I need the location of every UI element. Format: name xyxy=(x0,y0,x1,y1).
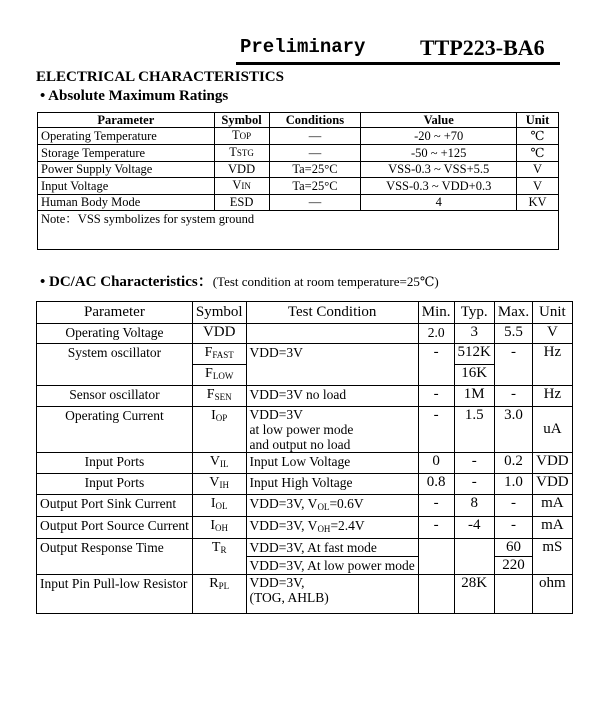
symbol-cell: VIN xyxy=(214,178,269,195)
condition-cell: VDD=3V, At low power mode xyxy=(246,557,418,575)
condition-cell: Input Low Voltage xyxy=(246,453,418,474)
condition-cell: — xyxy=(269,128,361,145)
col-header: Max. xyxy=(494,302,532,324)
table-header-row xyxy=(38,113,559,128)
max-cell xyxy=(494,575,532,614)
table-row xyxy=(37,474,573,495)
col-header: Parameter xyxy=(38,113,215,128)
unit-cell: ohm xyxy=(533,575,573,614)
condition-cell: — xyxy=(269,195,361,211)
value-cell: -50 ~ +125 xyxy=(361,145,517,162)
absolute-max-table xyxy=(37,112,559,250)
table-row xyxy=(38,128,559,145)
symbol-cell: VDD xyxy=(192,324,246,344)
table-row xyxy=(37,453,573,474)
unit-cell: V xyxy=(517,162,559,178)
typ-cell: 1M xyxy=(454,386,494,407)
max-cell: 60 xyxy=(494,539,532,557)
min-cell: 0 xyxy=(418,453,454,474)
condition-cell: Ta=25°C xyxy=(269,178,361,195)
condition-line: VDD=3V, xyxy=(249,575,305,590)
col-header: Min. xyxy=(418,302,454,324)
unit-cell: V xyxy=(533,324,573,344)
typ-cell: 16K xyxy=(454,365,494,386)
table-row xyxy=(37,386,573,407)
max-cell: - xyxy=(494,344,532,386)
unit-cell: V xyxy=(517,178,559,195)
table-row xyxy=(37,407,573,453)
table-header-row xyxy=(37,302,573,324)
condition-cell xyxy=(246,575,418,614)
col-header: Symbol xyxy=(192,302,246,324)
max-cell: 3.0 xyxy=(494,407,532,453)
min-cell: - xyxy=(418,517,454,539)
table-row xyxy=(37,575,573,614)
condition-cell: VDD=3V no load xyxy=(246,386,418,407)
symbol-cell: $I_{OP}$ xyxy=(192,407,246,453)
unit-cell: uA xyxy=(533,407,573,453)
value-cell: -20 ~ +70 xyxy=(361,128,517,145)
col-header: Conditions xyxy=(269,113,361,128)
max-cell: 5.5 xyxy=(494,324,532,344)
part-number: TTP223-BA6 xyxy=(420,35,545,60)
value-cell: VSS-0.3 ~ VDD+0.3 xyxy=(361,178,517,195)
typ-cell: - xyxy=(454,453,494,474)
table-row xyxy=(37,344,573,365)
symbol-cell: TOP xyxy=(214,128,269,145)
symbol-cell: $F_{FAST}$ xyxy=(192,344,246,365)
col-header: Symbol xyxy=(214,113,269,128)
symbol-cell: $F_{LOW}$ xyxy=(192,365,246,386)
condition-cell: Ta=25°C xyxy=(269,162,361,178)
max-cell: 1.0 xyxy=(494,474,532,495)
param-cell: Output Response Time xyxy=(37,539,193,575)
param-cell: Input Ports xyxy=(37,453,193,474)
table-row xyxy=(37,495,573,517)
min-cell: - xyxy=(418,495,454,517)
condition-cell xyxy=(246,407,418,453)
symbol-cell: $V_{IH}$ xyxy=(192,474,246,495)
param-cell: Output Port Source Current xyxy=(37,517,193,539)
condition-cell xyxy=(246,324,418,344)
header-rule xyxy=(236,62,560,65)
condition-cell: Input High Voltage xyxy=(246,474,418,495)
value-cell: VSS-0.3 ~ VSS+5.5 xyxy=(361,162,517,178)
symbol-cell: $V_{IL}$ xyxy=(192,453,246,474)
unit-cell: KV xyxy=(517,195,559,211)
col-header: Parameter xyxy=(37,302,193,324)
condition-line: and output no load xyxy=(249,437,351,452)
condition-cell: VDD=3V, $V_{OL}=0.6V$ xyxy=(246,495,418,517)
param-cell: Human Body Mode xyxy=(38,195,215,211)
unit-cell: ℃ xyxy=(517,128,559,145)
symbol-cell: $T_R$ xyxy=(192,539,246,575)
table-row xyxy=(37,517,573,539)
col-header: Unit xyxy=(517,113,559,128)
param-cell: Sensor oscillator xyxy=(37,386,193,407)
max-cell: - xyxy=(494,517,532,539)
param-cell: Storage Temperature xyxy=(38,145,215,162)
param-cell: Output Port Sink Current xyxy=(37,495,193,517)
document-status: Preliminary xyxy=(240,36,366,58)
min-cell xyxy=(418,575,454,614)
symbol-cell: ESD xyxy=(214,195,269,211)
typ-cell: 3 xyxy=(454,324,494,344)
condition-cell: — xyxy=(269,145,361,162)
dcac-test-condition: (Test condition at room temperature=25℃) xyxy=(212,274,439,289)
min-cell xyxy=(418,539,454,575)
note-row xyxy=(38,211,559,250)
col-header: Test Condition xyxy=(246,302,418,324)
typ-cell: 28K xyxy=(454,575,494,614)
min-cell: - xyxy=(418,386,454,407)
condition-cell: VDD=3V, At fast mode xyxy=(246,539,418,557)
condition-cell: VDD=3V, $V_{OH}=2.4V$ xyxy=(246,517,418,539)
param-cell: Operating Temperature xyxy=(38,128,215,145)
dcac-title-label: • DC/AC Characteristics： xyxy=(40,274,213,290)
param-cell: Input Ports xyxy=(37,474,193,495)
param-cell: Input Pin Pull-low Resistor xyxy=(37,575,193,614)
unit-cell: VDD xyxy=(533,474,573,495)
condition-line: VDD=3V xyxy=(249,407,303,422)
symbol-cell: $I_{OL}$ xyxy=(192,495,246,517)
symbol-cell: TSTG xyxy=(214,145,269,162)
typ-cell: 512K xyxy=(454,344,494,365)
value-cell: 4 xyxy=(361,195,517,211)
param-cell: Operating Voltage xyxy=(37,324,193,344)
typ-cell: 1.5 xyxy=(454,407,494,453)
unit-cell: VDD xyxy=(533,453,573,474)
dcac-title xyxy=(40,270,439,291)
typ-cell: - xyxy=(454,474,494,495)
min-cell: 2.0 xyxy=(418,324,454,344)
symbol-cell: VDD xyxy=(214,162,269,178)
min-cell: - xyxy=(418,407,454,453)
condition-cell: VDD=3V xyxy=(246,344,418,386)
table-row xyxy=(37,539,573,557)
unit-cell: mS xyxy=(533,539,573,575)
param-cell: Operating Current xyxy=(37,407,193,453)
max-cell: - xyxy=(494,495,532,517)
table-row xyxy=(38,178,559,195)
unit-cell: Hz xyxy=(533,386,573,407)
max-cell: 0.2 xyxy=(494,453,532,474)
typ-cell: -4 xyxy=(454,517,494,539)
param-cell: Input Voltage xyxy=(38,178,215,195)
param-cell: System oscillator xyxy=(37,344,193,386)
symbol-cell: $F_{SEN}$ xyxy=(192,386,246,407)
table-row xyxy=(37,324,573,344)
min-cell: - xyxy=(418,344,454,386)
symbol-cell: $I_{OH}$ xyxy=(192,517,246,539)
param-cell: Power Supply Voltage xyxy=(38,162,215,178)
max-cell: - xyxy=(494,386,532,407)
unit-cell: mA xyxy=(533,517,573,539)
table-row xyxy=(38,195,559,211)
symbol-cell: $R_{PL}$ xyxy=(192,575,246,614)
min-cell: 0.8 xyxy=(418,474,454,495)
unit-cell: Hz xyxy=(533,344,573,386)
max-cell: 220 xyxy=(494,557,532,575)
note-text: Note：VSS symbolizes for system ground xyxy=(38,211,559,250)
col-header: Unit xyxy=(533,302,573,324)
typ-cell: 8 xyxy=(454,495,494,517)
abs-max-title: • Absolute Maximum Ratings xyxy=(40,88,229,104)
section-title: ELECTRICAL CHARACTERISTICS xyxy=(36,69,284,85)
typ-cell xyxy=(454,539,494,575)
dcac-table xyxy=(36,301,573,614)
condition-line: at low power mode xyxy=(249,422,354,437)
table-row xyxy=(38,145,559,162)
unit-cell: mA xyxy=(533,495,573,517)
condition-line: (TOG, AHLB) xyxy=(249,590,329,605)
table-row xyxy=(38,162,559,178)
col-header: Value xyxy=(361,113,517,128)
col-header: Typ. xyxy=(454,302,494,324)
unit-cell: ℃ xyxy=(517,145,559,162)
